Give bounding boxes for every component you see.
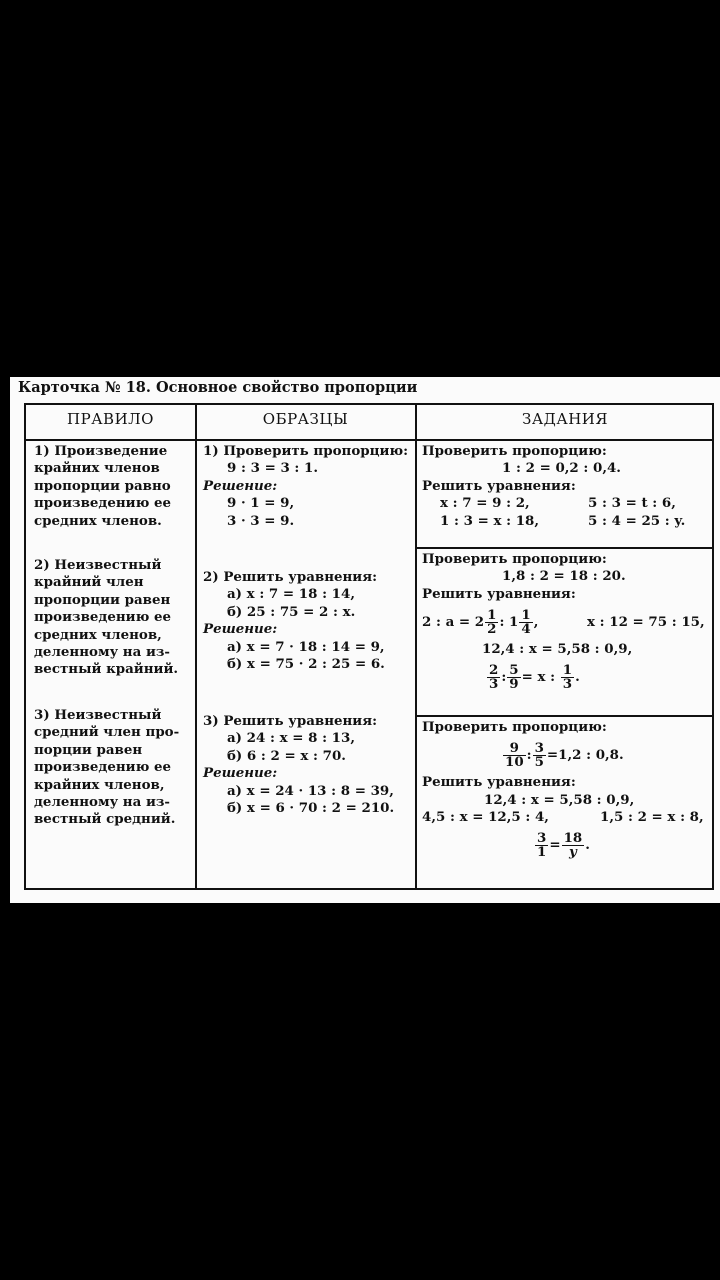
rule-line: 1) Произведение — [34, 443, 168, 459]
header-tasks: ЗАДАНИЯ — [521, 410, 609, 428]
solution-line: 9 · 1 = 9, — [227, 495, 295, 512]
task-equation: 5 : 3 = t : 6, — [588, 495, 676, 512]
fraction-numerator: 5 — [509, 661, 519, 678]
solution-line: б) x = 6 · 70 : 2 = 210. — [227, 800, 395, 817]
solution-line: а) x = 7 · 18 : 14 = 9, — [227, 638, 385, 655]
rule-line: произведению ее — [34, 759, 172, 776]
equation-part: : 1 — [499, 614, 519, 631]
fraction-denominator: 10 — [505, 754, 524, 771]
task-divider-2 — [416, 715, 712, 717]
sample-2 — [203, 569, 385, 673]
sample-equation: а) 24 : x = 8 : 13, — [227, 730, 355, 747]
rule-line: крайних членов, — [34, 776, 165, 793]
equation-part: . — [575, 668, 580, 685]
task-solve-label: Решить уравнения: — [422, 477, 576, 494]
rule-2 — [34, 557, 178, 679]
task-equation: 1,8 : 2 = 18 : 20. — [502, 568, 626, 585]
rule-line: 2) Неизвестный — [34, 557, 162, 573]
equation-part: : — [501, 668, 507, 685]
fraction-denominator: y — [568, 843, 577, 860]
equation-part: = — [549, 836, 561, 853]
rule-line: пропорции равно — [34, 477, 171, 494]
fraction-numerator: 9 — [503, 742, 526, 756]
task-check-label: Проверить пропорцию: — [422, 443, 607, 459]
fraction-denominator: 3 — [489, 675, 499, 692]
task-solve-label: Решить уравнения: — [422, 585, 576, 602]
solution-label: Решение: — [203, 477, 278, 494]
task-equation: 5 : 4 = 25 : y. — [588, 512, 686, 529]
task-equation-row — [422, 513, 712, 530]
fraction-denominator: 2 — [487, 621, 497, 638]
task-equation: x : 12 = 75 : 15, — [587, 614, 705, 631]
task-equation — [422, 736, 712, 774]
task-equation: 1,5 : 2 = x : 8, — [600, 809, 704, 826]
fraction-denominator: 9 — [509, 675, 519, 692]
header-divider — [26, 439, 712, 441]
rule-line: деленному на из- — [34, 644, 170, 661]
rules-table — [24, 403, 714, 890]
rule-line: вестный крайний. — [34, 661, 179, 678]
fraction-denominator: 4 — [521, 621, 531, 638]
sample-equation: б) 25 : 75 = 2 : x. — [227, 603, 356, 620]
fraction — [503, 742, 526, 769]
fraction — [487, 661, 500, 692]
fraction-numerator: 1 — [562, 661, 573, 678]
rule-line: деленному на из- — [34, 794, 170, 811]
fraction — [535, 829, 548, 860]
sample-heading: 2) Решить уравнения: — [203, 569, 378, 585]
rule-line: средних членов. — [34, 512, 162, 529]
fraction — [519, 609, 532, 636]
equation-part: = x : — [521, 668, 556, 685]
header-rule: ПРАВИЛО — [67, 410, 154, 428]
task-check-label: Проверить пропорцию: — [422, 719, 607, 735]
equation-part: 2 : a = 2 — [422, 614, 485, 631]
task-2 — [422, 551, 712, 695]
equation-part: , — [533, 614, 539, 631]
rule-line: 3) Неизвестный — [34, 707, 162, 723]
fraction-numerator: 18 — [563, 829, 583, 846]
header-samples: ОБРАЗЦЫ — [262, 410, 349, 428]
task-equation: x : 7 = 9 : 2, — [440, 495, 530, 512]
fraction-denominator: 5 — [534, 754, 544, 771]
fraction-numerator: 3 — [534, 740, 544, 757]
fraction-denominator: 3 — [562, 675, 573, 692]
fraction-numerator: 1 — [487, 607, 497, 624]
task-3 — [422, 719, 712, 863]
task-equation-row — [422, 809, 712, 826]
fraction — [533, 742, 546, 769]
task-equation: 4,5 : x = 12,5 : 4, — [422, 809, 549, 826]
rule-line: произведению ее — [34, 495, 172, 512]
column-divider-2 — [415, 405, 417, 888]
fraction — [561, 661, 574, 692]
rule-1 — [34, 443, 171, 530]
equation-part: . — [585, 836, 590, 853]
solution-line: а) x = 24 · 13 : 8 = 39, — [227, 782, 394, 799]
sample-heading: 1) Проверить пропорцию: — [203, 443, 409, 459]
solution-label: Решение: — [203, 621, 278, 638]
card-sheet — [10, 377, 720, 903]
fraction — [485, 609, 498, 636]
task-equation — [422, 607, 539, 638]
task-equation: 1 : 3 = x : 18, — [440, 512, 539, 529]
rule-line: вестный средний. — [34, 811, 176, 828]
solution-label: Решение: — [203, 765, 278, 782]
task-equation — [422, 827, 712, 863]
rule-line: пропорции равен — [34, 591, 171, 608]
task-equation — [422, 659, 712, 695]
rule-line: крайних членов — [34, 460, 160, 477]
solution-line: 3 · 3 = 9. — [227, 512, 295, 529]
task-check-label: Проверить пропорцию: — [422, 551, 607, 567]
solution-line: б) x = 75 · 2 : 25 = 6. — [227, 656, 385, 673]
sample-equation: б) 6 : 2 = x : 70. — [227, 747, 346, 764]
column-divider-1 — [195, 405, 197, 888]
rule-line: произведению ее — [34, 609, 172, 626]
sample-heading: 3) Решить уравнения: — [203, 713, 378, 729]
fraction-denominator: 1 — [537, 843, 547, 860]
fraction-numerator: 3 — [537, 829, 547, 846]
task-solve-label: Решить уравнения: — [422, 774, 576, 791]
rule-line: средний член про- — [34, 724, 180, 741]
equation-part: =1,2 : 0,8. — [546, 747, 624, 764]
sample-equation: а) x : 7 = 18 : 14, — [227, 586, 355, 603]
rule-line: порции равен — [34, 741, 143, 758]
task-equation: 12,4 : x = 5,58 : 0,9, — [482, 641, 633, 658]
task-equation-row — [422, 495, 712, 512]
fraction-numerator: 1 — [521, 607, 531, 624]
card-title: Карточка № 18. Основное свойство пропорции — [18, 379, 418, 396]
rule-line: крайний член — [34, 574, 144, 591]
fraction — [507, 661, 520, 692]
equation-part: : — [526, 747, 532, 764]
task-divider-1 — [416, 547, 712, 549]
sample-3 — [203, 713, 394, 817]
task-1 — [422, 443, 712, 530]
task-equation: 1 : 2 = 0,2 : 0,4. — [502, 460, 621, 477]
fraction — [562, 829, 585, 860]
fraction-numerator: 2 — [489, 661, 499, 678]
task-equation-row — [422, 603, 712, 641]
task-equation: 12,4 : x = 5,58 : 0,9, — [484, 791, 635, 808]
sample-equation: 9 : 3 = 3 : 1. — [227, 460, 319, 477]
rule-line: средних членов, — [34, 626, 162, 643]
sample-1 — [203, 443, 408, 530]
rule-3 — [34, 707, 179, 829]
